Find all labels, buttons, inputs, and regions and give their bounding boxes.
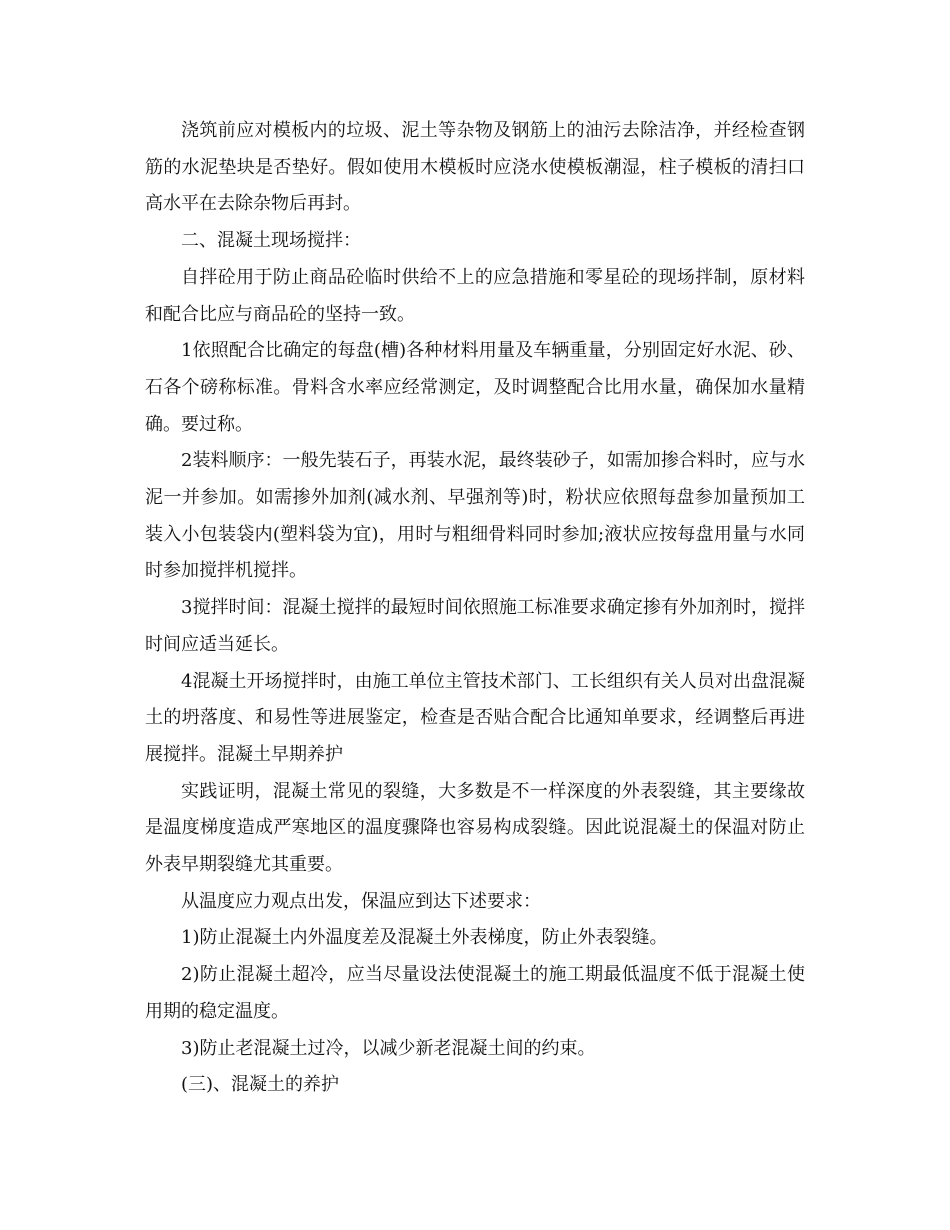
paragraph-self-mixed-concrete: 自拌砼用于防止商品砼临时供给不上的应急措施和零星砼的现场拌制，原材料和配合比应与商品砼的坚持一致。 [145,266,805,325]
list-item-2: 2)防止混凝土超冷，应当尽量设法使混凝土的施工期最低温度不低于混凝土使用期的稳定温度。 [145,964,805,1022]
list-item-1: 1)防止混凝土内外温度差及混凝土外表梯度，防止外表裂缝。 [181,927,668,949]
paragraph-cleaning-before-pouring: 浇筑前应对模板内的垃圾、泥土等杂物及钢筋上的油污去除洁净，并经检查钢筋的水泥垫块是否垫好。假如使用木模板时应浇水使模板潮湿，柱子模板的清扫口高水平在去除杂物后再封。 [145,120,805,215]
paragraph-item-2-loading-order: 2装料顺序：一般先装石子，再装水泥，最终装砂子，如需加掺合料时，应与水泥一并参加。如需掺外加剂(减水剂、早强剂等)时，粉状应依照每盘参加量预加工装入小包装袋内(塑料袋为宜)，用时与粗细骨料同时参加;液状应按每盘用量与水同时参加搅拌机搅拌。 [145,450,805,582]
list-item-3: 3)防止老混凝土过冷，以减少新老混凝土间的约束。 [181,1037,596,1059]
paragraph-practice-proof: 实践证明，混凝土常见的裂缝，大多数是不一样深度的外表裂缝，其主要缘故是温度梯度造成严寒地区的温度骤降也容易构成裂缝。因此说混凝土的保温对防止外表早期裂缝尤其重要。 [145,780,805,876]
heading-concrete-curing: (三)、混凝土的养护 [181,1074,340,1096]
paragraph-item-1-weighing: 1依照配合比确定的每盘(槽)各种材料用量及车辆重量，分别固定好水泥、砂、石各个磅称标准。骨料含水率应经常测定，及时调整配合比用水量，确保加水量精确。要过称。 [145,340,805,435]
paragraph-item-4-start-mixing: 4混凝土开场搅拌时，由施工单位主管技术部门、工长组织有关人员对出盘混凝土的坍落度、和易性等进展鉴定，检查是否贴合配合比通知单要求，经调整后再进展搅拌。混凝土早期养护 [145,670,805,765]
heading-site-mixing: 二、混凝土现场搅拌： [181,230,361,252]
paragraph-insulation-requirements: 从温度应力观点出发，保温应到达下述要求： [181,890,541,912]
document-body [145,113,805,1104]
paragraph-item-3-mixing-time: 3搅拌时间：混凝土搅拌的最短时间依照施工标准要求确定掺有外加剂时，搅拌时间应适当延长。 [145,597,805,655]
